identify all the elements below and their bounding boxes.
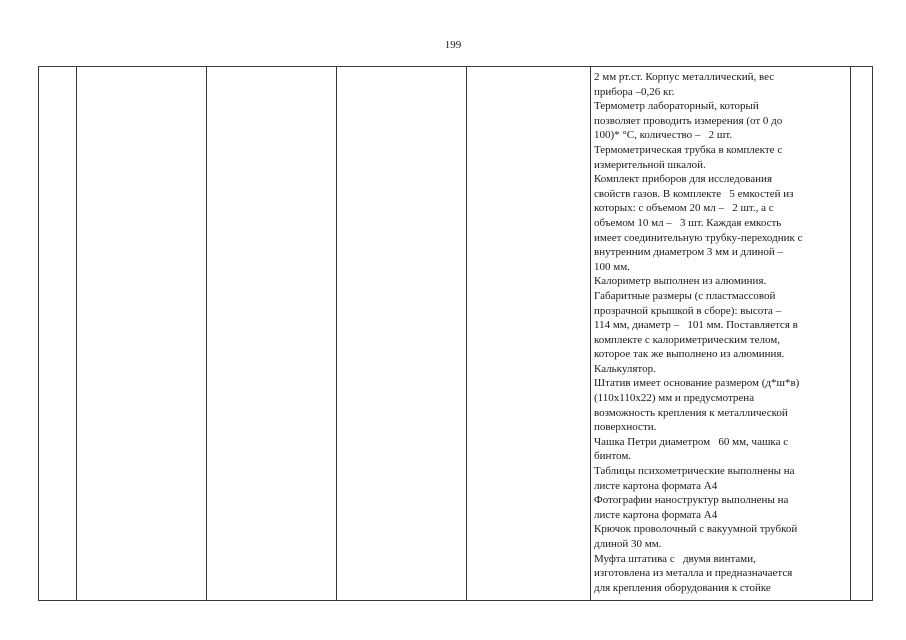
description-line: позволяет проводить измерения (от 0 до <box>594 114 783 127</box>
description-line: комплекте с калориметрическим телом, <box>594 333 780 346</box>
description-line: Комплект приборов для исследования <box>594 173 773 186</box>
description-line: длиной 30 мм. <box>594 538 662 550</box>
description-line: Чашка Петри диаметром 60 мм, чашка с <box>594 435 789 448</box>
description-line: изготовлена из металла и предназначается <box>594 567 793 580</box>
description-line: Калориметр выполнен из алюминия. <box>594 275 767 288</box>
description-line: имеет соединительную трубку-переходник с <box>594 231 803 244</box>
description-line: Таблицы психометрические выполнены на <box>594 465 795 478</box>
description-line: Габаритные размеры (с пластмассовой <box>594 289 776 302</box>
cell-last <box>851 67 873 601</box>
description-line: свойств газов. В комплекте 5 емкостей из <box>594 187 794 200</box>
description-line: (110х110х22) мм и предусмотрена <box>594 392 755 405</box>
description-line: объемом 10 мл – 3 шт. Каждая емкость <box>594 216 782 229</box>
description-line: для крепления оборудования к стойке <box>594 581 771 594</box>
description-line: измерительной шкалой. <box>594 158 706 171</box>
table-row <box>39 67 873 601</box>
description-line: прибора –0,26 кг. <box>594 85 675 98</box>
description-line: Фотографии наноструктур выполнены на <box>594 494 789 507</box>
cell-column-2 <box>77 67 207 601</box>
description-line: Термометр лабораторный, который <box>594 100 759 113</box>
description-line: Калькулятор. <box>594 362 656 375</box>
description-line: листе картона формата А4 <box>594 508 718 521</box>
description-line: Термометрическая трубка в комплекте с <box>594 143 783 156</box>
description-text <box>591 67 850 595</box>
description-line: которых: с объемом 20 мл – 2 шт., а с <box>594 202 774 215</box>
description-line: бинтом. <box>594 450 632 463</box>
description-line: поверхности. <box>594 421 657 434</box>
specification-table <box>38 66 873 601</box>
description-line: которое так же выполнено из алюминия. <box>594 348 785 361</box>
description-line: 2 мм рт.ст. Корпус металлический, вес <box>594 71 775 83</box>
description-line: 100)* °С, количество – 2 шт. <box>594 129 733 142</box>
description-line: листе картона формата А4 <box>594 479 718 492</box>
description-line: 100 мм. <box>594 260 630 273</box>
description-line: Крючок проволочный с вакуумной трубкой <box>594 523 798 536</box>
description-line: внутренним диаметром 3 мм и длиной – <box>594 246 783 259</box>
cell-column-5 <box>467 67 591 601</box>
cell-index <box>39 67 77 601</box>
cell-column-4 <box>337 67 467 601</box>
page-number: 199 <box>444 39 462 51</box>
description-line: Муфта штатива с двумя винтами, <box>594 552 756 565</box>
description-line: возможность крепления к металлической <box>594 406 788 419</box>
description-line: прозрачной крышкой в сборе): высота – <box>594 304 782 317</box>
description-line: Штатив имеет основание размером (д*ш*в) <box>594 377 800 390</box>
cell-description <box>591 67 851 601</box>
cell-column-3 <box>207 67 337 601</box>
description-line: 114 мм, диаметр – 101 мм. Поставляется в <box>594 319 798 332</box>
